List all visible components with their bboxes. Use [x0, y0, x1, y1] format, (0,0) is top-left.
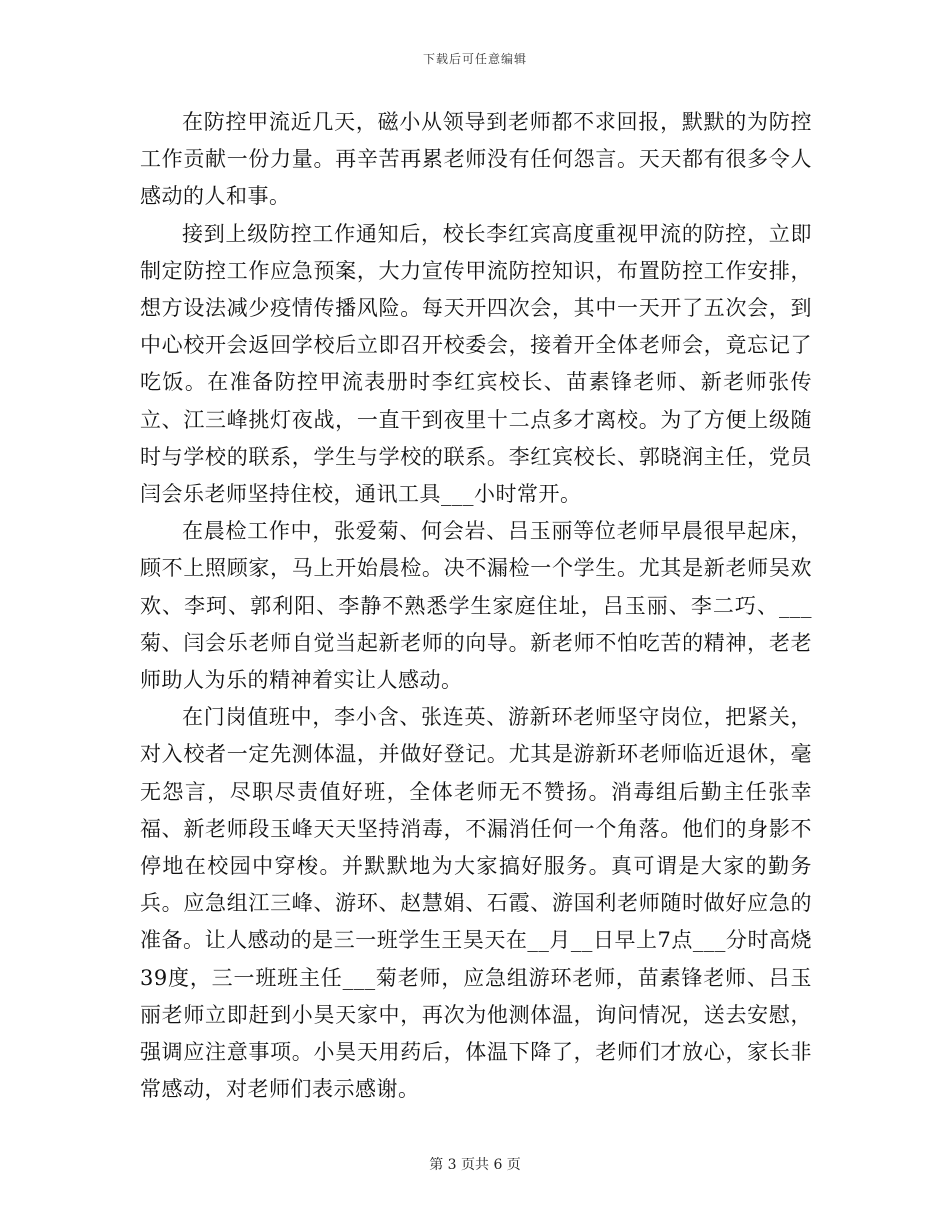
page-number-footer: 第 3 页共 6 页 — [429, 1157, 521, 1173]
document-body — [140, 104, 812, 1108]
paragraph-3: 在晨检工作中，张爱菊、何会岩、吕玉丽等位老师早晨很早起床，顾不上照顾家，马上开始晨检。决不漏检一个学生。尤其是新老师吴欢欢、李珂、郭利阳、李静不熟悉学生家庭住址，吕玉丽、李二巧、___菊、闫会乐老师自觉当起新老师的向导。新老师不怕吃苦的精神，老老师助人为乐的精神着实让人感动。 — [140, 519, 812, 693]
paragraph-2: 接到上级防控工作通知后，校长李红宾高度重视甲流的防控，立即制定防控工作应急预案，大力宣传甲流防控知识，布置防控工作安排，想方设法减少疫情传播风险。每天开四次会，其中一天开了五次会，到中心校开会返回学校后立即召开校委会，接着开全体老师会，竟忘记了吃饭。在准备防控甲流表册时李红宾校长、苗素锋老师、新老师张传立、江三峰挑灯夜战，一直干到夜里十二点多才离校。为了方便上级随时与学校的联系，学生与学校的联系。李红宾校长、郭晓润主任，党员闫会乐老师坚持住校，通讯工具___小时常开。 — [140, 221, 812, 507]
page-header: 下载后可任意编辑 — [422, 52, 527, 66]
paragraph-1: 在防控甲流近几天，磁小从领导到老师都不求回报，默默的为防控工作贡献一份力量。再辛苦再累老师没有任何怨言。天天都有很多令人感动的人和事。 — [140, 110, 812, 209]
paragraph-4: 在门岗值班中，李小含、张连英、游新环老师坚守岗位，把紧关，对入校者一定先测体温，并做好登记。尤其是游新环老师临近退休，毫无怨言，尽职尽责值好班，全体老师无不赞扬。消毒组后勤主任张幸福、新老师段玉峰天天坚持消毒，不漏消任何一个角落。他们的身影不停地在校园中穿梭。并默默地为大家搞好服务。真可谓是大家的勤务兵。应急组江三峰、游环、赵慧娟、石霞、游国利老师随时做好应急的准备。让人感动的是三一班学生王昊天在__月__日早上7点___分时高烧39度，三一班班主任___菊老师，应急组游环老师，苗素锋老师、吕玉丽老师立即赶到小昊天家中，再次为他测体温，询问情况，送去安慰，强调应注意事项。小昊天用药后，体温下降了，老师们才放心，家长非常感动，对老师们表示感谢。 — [140, 705, 812, 1102]
